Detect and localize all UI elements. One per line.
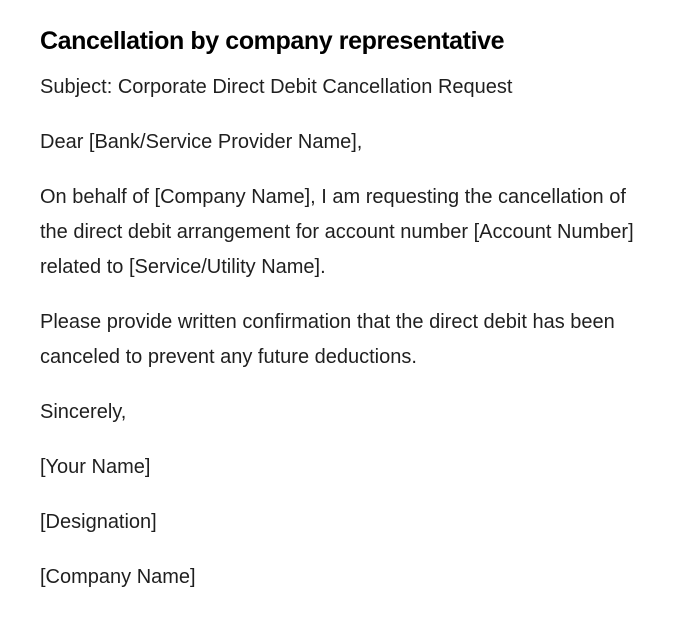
body-paragraph-request: On behalf of [Company Name], I am requesting the cancellation of the direct debit arrangement for account number [Account Number] related to [Service/Utility Name]. — [40, 186, 634, 278]
body-paragraph-confirmation: Please provide written confirmation that the direct debit has been canceled to prevent any future deductions. — [40, 311, 615, 368]
salutation: Dear [Bank/Service Provider Name], — [40, 131, 363, 153]
closing: Sincerely, — [40, 401, 127, 423]
signature-designation: [Designation] — [40, 511, 157, 533]
signature-name: [Your Name] — [40, 456, 151, 478]
subject-line: Subject: Corporate Direct Debit Cancellation Request — [40, 76, 513, 98]
document-title: Cancellation by company representative — [40, 27, 505, 55]
signature-company: [Company Name] — [40, 566, 196, 588]
